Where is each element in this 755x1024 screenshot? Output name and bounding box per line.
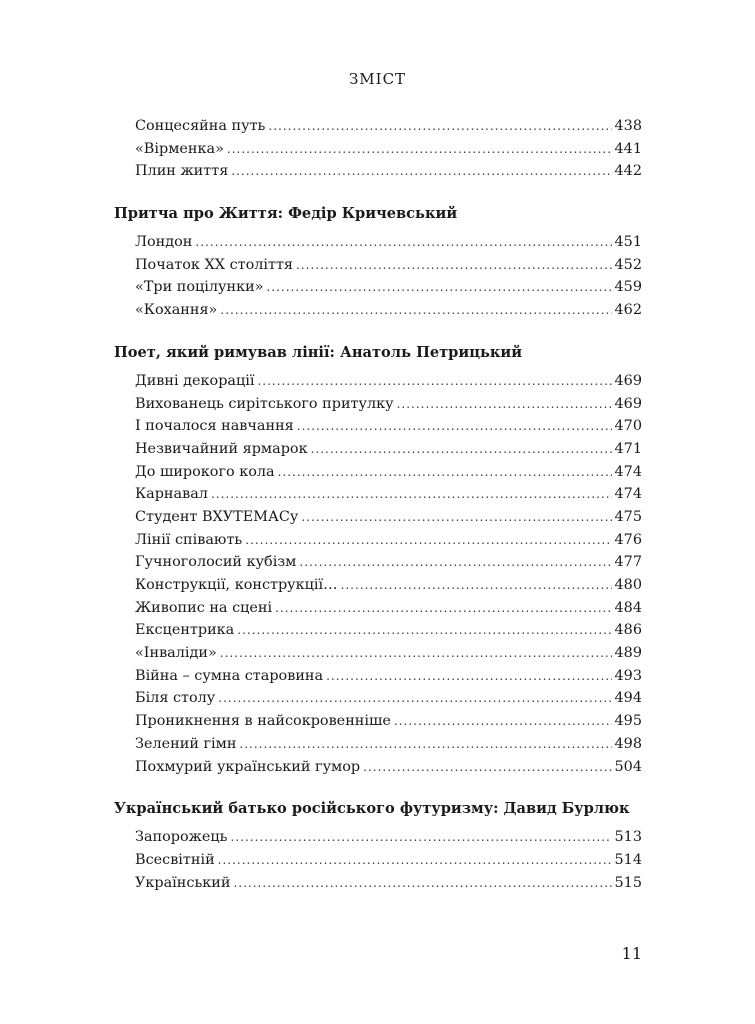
entry-page-number: 494: [614, 690, 642, 707]
entry-page-number: 475: [614, 508, 642, 525]
toc-entry[interactable]: [135, 829, 642, 852]
page-number: 11: [621, 944, 642, 963]
dot-leader: [195, 235, 611, 249]
entry-title: Всесвітній: [135, 851, 215, 868]
toc-entry[interactable]: [135, 441, 642, 464]
toc-entry[interactable]: [135, 577, 642, 600]
entry-title: Український: [135, 874, 231, 891]
entry-page-number: 495: [614, 713, 642, 730]
entry-page-number: 498: [614, 735, 642, 752]
entry-title: Проникнення в найсокровенніше: [135, 713, 391, 730]
entry-title: Карнавал: [135, 486, 208, 503]
section-title: Поет, який римував лінії: Анатоль Петрицький: [114, 343, 523, 361]
entry-page-number: 474: [614, 463, 642, 480]
entry-page-number: 459: [614, 279, 642, 296]
entry-title: До широкого кола: [135, 463, 275, 480]
dot-leader: [211, 487, 612, 501]
dot-leader: [220, 303, 611, 317]
toc-entry[interactable]: [135, 373, 642, 396]
toc-entry[interactable]: [135, 690, 642, 713]
entry-title: Сонцесяйна путь: [135, 118, 266, 134]
entry-page-number: 469: [614, 372, 642, 389]
entry-page-number: 471: [614, 440, 642, 457]
toc-section: [114, 205, 642, 325]
dot-leader: [363, 760, 611, 774]
toc-entry[interactable]: [135, 622, 642, 645]
dot-leader: [231, 164, 611, 178]
toc-entry[interactable]: [135, 486, 642, 509]
toc-entry[interactable]: [135, 163, 642, 186]
entry-page-number: 470: [614, 418, 642, 435]
entry-title: Студент ВХУТЕМАСу: [135, 508, 299, 525]
page-title: ЗМІСТ: [348, 70, 407, 88]
entry-page-number: 486: [614, 622, 642, 639]
entry-title: Запорожець: [135, 829, 228, 846]
entry-page-number: 484: [614, 599, 642, 616]
dot-leader: [227, 142, 612, 156]
toc-section: [114, 344, 642, 781]
toc-entry[interactable]: [135, 600, 642, 623]
toc-entry[interactable]: [135, 279, 642, 302]
dot-leader: [239, 737, 611, 751]
dot-leader: [245, 533, 611, 547]
dot-leader: [297, 419, 612, 433]
dot-leader: [394, 714, 612, 728]
dot-leader: [326, 669, 611, 683]
entry-page-number: 513: [614, 829, 642, 846]
dot-leader: [237, 623, 611, 637]
entry-title: Конструкції, конструкції…: [135, 577, 338, 593]
toc-section: [114, 800, 642, 897]
dot-leader: [275, 601, 611, 615]
entry-page-number: 477: [614, 554, 642, 571]
entry-page-number: 469: [614, 395, 642, 412]
toc-entry[interactable]: [135, 532, 642, 555]
dot-leader: [266, 280, 611, 294]
dot-leader: [278, 465, 612, 479]
entry-title: Дивні декорації: [135, 372, 255, 389]
dot-leader: [311, 442, 612, 456]
entry-title: Зелений гімн: [135, 735, 237, 752]
toc-entry[interactable]: [135, 118, 642, 141]
entry-title: Лінії співають: [135, 531, 243, 548]
dot-leader: [220, 646, 612, 660]
dot-leader: [218, 853, 612, 867]
entry-page-number: 442: [614, 163, 642, 180]
entry-page-number: 493: [614, 667, 642, 684]
toc-entry[interactable]: [135, 302, 642, 325]
toc-entry[interactable]: [135, 141, 642, 164]
dot-leader: [296, 258, 612, 272]
dot-leader: [268, 119, 611, 133]
toc-entry[interactable]: [135, 713, 642, 736]
table-of-contents: [114, 118, 642, 897]
entry-page-number: 438: [614, 118, 642, 134]
entry-title: Війна – сумна старовина: [135, 667, 324, 684]
toc-section: [114, 118, 642, 186]
entry-page-number: 474: [614, 486, 642, 503]
entry-title: Ексцентрика: [135, 622, 235, 639]
entry-page-number: 462: [614, 302, 642, 319]
entry-title: Похмурий український гумор: [135, 758, 361, 775]
dot-leader: [301, 510, 611, 524]
toc-entry[interactable]: [135, 464, 642, 487]
entry-title: Початок ХХ століття: [135, 256, 293, 273]
toc-entry[interactable]: [135, 418, 642, 441]
entry-title: Вихованець сирітського притулку: [135, 395, 394, 412]
toc-entry[interactable]: [135, 396, 642, 419]
entry-title: Гучноголосий кубізм: [135, 554, 297, 571]
section-title: Український батько російського футуризму: Давид Бурлюк: [114, 800, 630, 818]
dot-leader: [257, 374, 611, 388]
toc-entry[interactable]: [135, 852, 642, 875]
entry-page-number: 515: [614, 874, 642, 891]
entry-page-number: 504: [614, 758, 642, 775]
entry-page-number: 441: [614, 140, 642, 157]
toc-entry[interactable]: [135, 509, 642, 532]
entry-page-number: 480: [614, 577, 642, 593]
entry-page-number: 451: [614, 234, 642, 251]
toc-entry[interactable]: [135, 875, 642, 898]
dot-leader: [218, 691, 611, 705]
dot-leader: [233, 876, 611, 890]
toc-entry[interactable]: [135, 645, 642, 668]
entry-title: «Вірменка»: [135, 140, 224, 157]
entry-title: Лондон: [135, 234, 193, 251]
toc-entry[interactable]: [135, 759, 642, 782]
dot-leader: [299, 555, 611, 569]
entry-title: І почалося навчання: [135, 418, 294, 435]
entry-title: Незвичайний ярмарок: [135, 440, 308, 457]
toc-entry[interactable]: [135, 234, 642, 257]
toc-entry[interactable]: [135, 736, 642, 759]
entry-title: Плин життя: [135, 163, 229, 180]
entry-title: Живопис на сцені: [135, 599, 273, 616]
entry-page-number: 452: [614, 256, 642, 273]
entry-title: «Кохання»: [135, 302, 218, 319]
entry-page-number: 489: [614, 645, 642, 662]
entry-title: «Три поцілунки»: [135, 279, 264, 296]
entry-title: Біля столу: [135, 690, 216, 707]
toc-entry[interactable]: [135, 257, 642, 280]
dot-leader: [341, 578, 612, 592]
toc-entry[interactable]: [135, 554, 642, 577]
dot-leader: [231, 830, 612, 844]
dot-leader: [397, 397, 612, 411]
entry-page-number: 476: [614, 531, 642, 548]
section-title: Притча про Життя: Федір Кричевський: [114, 205, 458, 223]
toc-entry[interactable]: [135, 668, 642, 691]
entry-page-number: 514: [614, 851, 642, 868]
entry-title: «Інваліди»: [135, 645, 217, 662]
